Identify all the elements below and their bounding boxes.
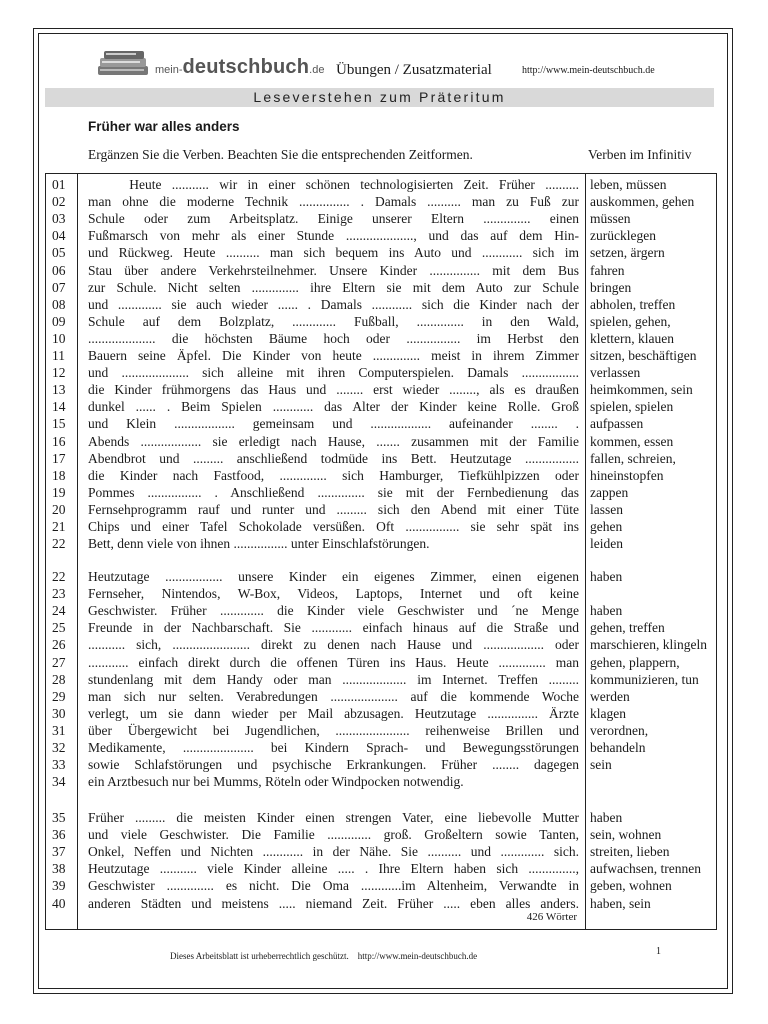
infinitive-verbs: spielen, gehen, [590,313,671,329]
text-line [46,450,716,467]
line-text: und ............. sie auch wieder ...... . Damals ............ sich die Kinder nach der [88,296,579,312]
text-line [46,279,716,296]
text-line [46,671,716,688]
infinitive-verbs: gehen, treffen [590,620,665,636]
text-line [46,860,716,877]
line-text: stundenlang mit dem Handy oder man ................... im Internet. Treffen ......... [88,671,579,687]
infinitive-verbs: hineinstopfen [590,467,664,483]
line-number: 12 [52,365,66,381]
logo-suffix: .de [309,64,325,76]
line-text: und .................... sich alleine mit ihren Computerspielen. Damals ................. [88,365,579,381]
line-number: 11 [52,348,65,363]
page-number: 1 [656,946,661,957]
text-line [46,415,716,432]
line-number: 02 [52,194,66,210]
line-number: 06 [52,262,66,278]
line-text: man sich nur selten. Verabredungen .................... auf die kommende Woche [88,688,579,704]
line-number: 28 [52,671,66,687]
text-line [46,756,716,773]
text-line [46,654,716,671]
infinitive-verbs: kommen, essen [590,433,674,449]
infinitive-verbs: marschieren, klingeln [590,637,707,653]
infinitive-verbs: klettern, klauen [590,330,674,346]
infinitive-verbs: haben [590,603,623,619]
text-line [46,585,716,602]
exercise-table [45,173,717,930]
infinitive-verbs: zurücklegen [590,228,656,244]
text-line [46,501,716,518]
line-number: 27 [52,654,66,670]
line-number: 20 [52,501,66,517]
infinitive-verbs: spielen, spielen [590,399,674,415]
footer-url[interactable]: http://www.mein-deutschbuch.de [357,951,478,961]
infinitive-verbs: verordnen, [590,722,649,738]
line-number: 15 [52,416,66,432]
line-text: Onkel, Neffen und Nichten ............ in der Nähe. Sie .......... und ............. sich. [88,844,579,860]
text-line [46,364,716,381]
line-number: 34 [52,774,66,790]
line-text: Fernseher, Nintendos, W-Box, Videos, Laptops, Internet und oft keine [88,586,579,602]
infinitive-verbs: bringen [590,279,632,295]
line-text: Abendbrot und ......... anschließend todmüde ins Bett. Heutzutage ................ [88,450,579,466]
header-url[interactable]: http://www.mein-deutschbuch.de [522,65,655,76]
line-text: anderen Städten und meistens ..... niemand Zeit. Früher ..... eben alles anders. [88,895,579,911]
line-text: Früher ......... die meisten Kinder einen strengen Vater, eine liebevolle Mutter [88,810,579,825]
infinitive-verbs: streiten, lieben [590,844,670,860]
text-line [46,347,716,364]
line-number: 19 [52,484,66,500]
line-number: 14 [52,399,66,415]
infinitive-verbs: abholen, treffen [590,296,676,312]
line-text: ein Arztbesuch nur bei Mumms, Röteln oder Windpocken notwendig. [88,774,464,790]
text-line [46,602,716,619]
line-number: 18 [52,467,66,483]
line-number: 10 [52,330,66,346]
line-text: Heutzutage ................. unsere Kinder ein eigenes Zimmer, einen eigenen [88,569,579,584]
verbs-column-heading: Verben im Infinitiv [588,147,692,162]
line-text: Bett, denn viele von ihnen ................ unter Einschlafstörungen. [88,536,430,552]
line-text: Geschwister .............. es nicht. Die Oma ............im Altenheim, Verwandte in [88,878,579,894]
line-text: Geschwister. Früher ............. die Kinder viele Geschwister und ´ne Menge [88,603,579,619]
infinitive-verbs: aufpassen [590,416,644,432]
line-number: 24 [52,603,66,619]
line-text: Freunde in der Nachbarschaft. Sie ............ einfach hinaus auf die Straße und [88,620,579,636]
line-number: 08 [52,296,66,312]
infinitive-verbs: gehen, plappern, [590,654,680,670]
text-line [46,381,716,398]
text-line [46,330,716,347]
line-number: 03 [52,211,66,227]
line-text: die Kinder frühmorgens das Haus und ........ erst wieder ........, als es draußen [88,382,579,398]
line-text: Chips und einer Tafel Schokolade versüßen. Oft ................ sie sehr spät ins [88,519,579,534]
infinitive-verbs: leben, müssen [590,177,667,192]
text-line [46,843,716,860]
infinitive-verbs: sein [590,757,612,773]
line-number: 32 [52,740,66,755]
infinitive-verbs: gehen [590,519,623,534]
infinitive-verbs: fahren [590,262,625,278]
infinitive-verbs: aufwachsen, trennen [590,861,701,877]
infinitive-verbs: setzen, ärgern [590,245,665,261]
infinitive-verbs: lassen [590,501,623,517]
line-text: Bauern seine Äpfel. Die Kinder von heute .............. meist in ihrem Zimmer [88,348,579,363]
line-text: Fußmarsch von mehr als einer Stunde ...................., und das auf dem Hin- [88,228,579,244]
text-line [46,739,716,756]
text-line [46,722,716,739]
infinitive-verbs: müssen [590,211,631,227]
infinitive-verbs: haben, sein [590,895,651,911]
infinitive-verbs: geben, wohnen [590,878,672,894]
text-line [46,826,716,843]
line-number: 17 [52,450,66,466]
infinitive-verbs: heimkommen, sein [590,382,693,398]
logo-name: deutschbuch [182,56,310,78]
line-number: 26 [52,637,66,653]
infinitive-verbs: klagen [590,705,626,721]
text-line [46,210,716,227]
text-line [46,484,716,501]
line-number: 22 [52,536,66,552]
infinitive-verbs: auskommen, gehen [590,194,695,210]
line-number: 30 [52,705,66,721]
line-number: 09 [52,313,66,329]
infinitive-verbs: sitzen, beschäftigen [590,348,697,363]
line-text: .................... die höchsten Bäume hoch oder ................ im Herbst den [88,330,579,346]
line-number: 04 [52,228,66,244]
header-title: Übungen / Zusatzmaterial [336,62,492,78]
line-number: 39 [52,878,66,894]
text-line [46,398,716,415]
text-line [46,262,716,279]
text-line [46,568,716,585]
line-text: Stau über andere Verkehrsteilnehmer. Unsere Kinder ............... mit dem Bus [88,262,579,278]
line-number: 38 [52,861,66,877]
text-line [46,895,716,912]
infinitive-verbs: behandeln [590,740,646,755]
line-text: dunkel ...... . Beim Spielen ............ das Alter der Kinder keine Rolle. Groß [88,399,579,415]
text-line [46,877,716,894]
text-line [46,773,716,790]
line-text: Heute ........... wir in einer schönen technologisierten Zeit. Früher .......... [88,177,579,192]
line-number: 31 [52,722,66,738]
infinitive-verbs: kommunizieren, tun [590,671,699,687]
infinitive-verbs: leiden [590,536,623,552]
section-bar: Leseverstehen zum Präteritum [45,88,714,107]
line-number: 01 [52,177,66,192]
text-line [46,313,716,330]
line-text: Medikamente, ..................... bei Kindern Sprach- und Bewegungsstörungen [88,740,579,755]
infinitive-verbs: werden [590,688,630,704]
line-number: 13 [52,382,66,398]
infinitive-verbs: verlassen [590,365,641,381]
logo-prefix: mein- [155,64,183,76]
line-number: 22 [52,569,66,584]
line-text: Abends .................. sie erledigt nach Hause, ....... zusammen mit der Familie [88,433,579,449]
text-line [46,296,716,313]
line-text: ........... sich, ....................... direkt zu denen nach Hause und .................. oder [88,637,579,653]
line-text: die Kinder nach Fastfood, .............. sich Hamburger, Tiefkühlpizzen oder [88,467,579,483]
line-number: 05 [52,245,66,261]
text-line [46,535,716,552]
line-text: Heutzutage ........... viele Kinder alleine ..... . Ihre Eltern haben sich .............., [88,861,579,877]
footer [170,951,477,961]
document-title: Früher war alles anders [88,119,240,134]
line-text: zur Schule. Nicht selten .............. ihre Eltern sie mit dem Auto zur Schule [88,279,579,295]
line-text: über Übergewicht bei Jugendlichen, ...................... reihenweise Brillen und [88,722,579,738]
line-text: ............ einfach direkt durch die offenen Türen ins Haus. Heute .............. man [88,654,579,670]
infinitive-verbs: haben [590,569,623,584]
line-text: Schule auf dem Bolzplatz, ............. Fußball, .............. in den Wald, [88,313,579,329]
text-line [46,176,716,193]
line-number: 37 [52,844,66,860]
line-text: verlegt, um sie dann wieder per Mail abzusagen. Heutzutage ............... Ärzte [88,705,579,721]
line-text: Schule oder zum Arbeitsplatz. Einige unserer Eltern .............. einen [88,211,579,227]
line-number: 40 [52,895,66,911]
text-line [46,433,716,450]
line-number: 16 [52,433,66,449]
line-number: 29 [52,688,66,704]
line-number: 33 [52,757,66,773]
line-text: man ohne die moderne Technik ............... . Damals .......... man zu Fuß zur [88,194,579,210]
infinitive-verbs: fallen, schreien, [590,450,676,466]
infinitive-verbs: haben [590,810,623,825]
line-text: sowie Schlafstörungen und psychische Erkrankungen. Früher ........ dagegen [88,757,579,773]
line-number: 23 [52,586,66,602]
line-number: 25 [52,620,66,636]
footer-copyright: Dieses Arbeitsblatt ist urheberrechtlich geschützt. [170,951,349,961]
text-line [46,688,716,705]
instruction-text: Ergänzen Sie die Verben. Beachten Sie die entsprechenden Zeitformen. [88,147,473,162]
text-line [46,809,716,826]
text-line [46,467,716,484]
infinitive-verbs: zappen [590,484,629,500]
site-logo[interactable] [95,44,325,82]
text-line [46,518,716,535]
line-number: 35 [52,810,66,825]
line-number: 21 [52,519,66,534]
text-line [46,193,716,210]
logo-wordmark [155,56,324,79]
line-number: 36 [52,827,66,843]
line-text: Pommes ................ . Anschließend .............. sie mit der Fernbedienung das [88,484,579,500]
text-line [46,244,716,261]
line-text: Fernsehprogramm rauf und runter und ......... sich den Abend mit einer Tüte [88,501,579,517]
line-number: 07 [52,279,66,295]
infinitive-verbs: sein, wohnen [590,827,662,843]
book-stack-icon [95,48,153,78]
text-line [46,227,716,244]
line-text: und Klein .................. gemeinsam und .................. aufeinander ........ . [88,416,579,432]
text-line [46,705,716,722]
line-text: und viele Geschwister. Die Familie ............. groß. Großeltern sowie Tanten, [88,827,579,843]
text-line [46,619,716,636]
text-line [46,636,716,653]
word-count: 426 Wörter [526,911,577,923]
line-text: und Rückweg. Heute .......... man sich bequem ins Auto und ............ sich im [88,245,579,261]
